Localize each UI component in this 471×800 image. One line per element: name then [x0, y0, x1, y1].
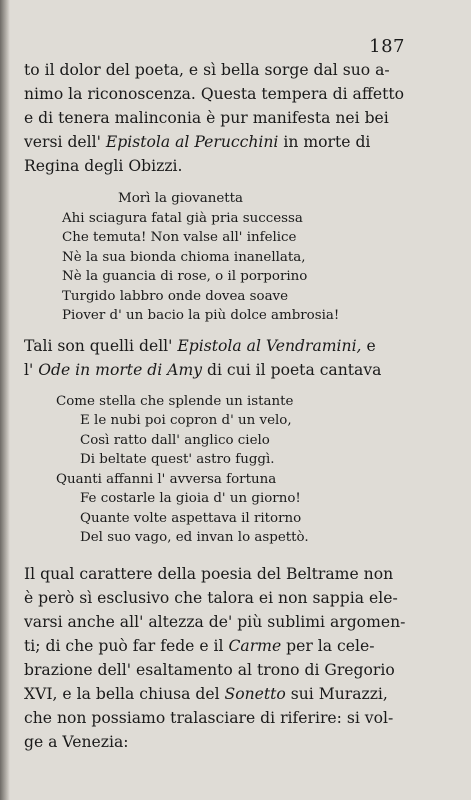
text-run: di cui il poeta cantava — [202, 360, 382, 379]
paragraph-2 — [24, 334, 392, 382]
verse-line: Nè la guancia di rose, o il porporino — [62, 269, 308, 284]
italic-title: Sonetto — [224, 684, 286, 703]
verse-line: Quanti affanni l' avversa fortuna — [56, 471, 277, 487]
verse-line: Quante volte aspettava il ritorno — [80, 510, 302, 526]
text-line: brazione dell' esaltamento al trono di Gregorio — [24, 660, 395, 679]
italic-title: Ode in morte di Amy — [38, 360, 203, 379]
paragraph-3 — [24, 562, 406, 754]
italic-title: Epistola al Perucchini — [105, 133, 279, 151]
text-run: e — [361, 336, 376, 355]
paragraph-1 — [24, 58, 405, 178]
text-run: in morte di — [278, 133, 371, 151]
text-line: è però sì esclusivo che talora ei non sappia ele- — [24, 588, 398, 607]
verse-line: E le nubi poi copron d' un velo, — [80, 413, 292, 428]
verse-line: Turgido labbro onde dovea soave — [62, 288, 289, 304]
text-run: ti; di che può far fede e il — [24, 636, 229, 655]
verse-line: Morì la giovanetta — [118, 191, 243, 206]
text-run: l' — [24, 360, 39, 379]
verse-line: Così ratto dall' anglico cielo — [80, 432, 270, 448]
verse-line: Nè la sua bionda chioma inanellata, — [62, 249, 306, 265]
text-line — [24, 334, 392, 358]
page-text — [24, 58, 406, 754]
verse-line: Come stella che splende un istante — [56, 393, 294, 409]
text-run: per la cele- — [281, 636, 375, 655]
text-line: Il qual carattere della poesia del Beltrame non — [24, 564, 394, 583]
text-line: e di tenera malinconia è pur manifesta nei bei — [24, 109, 389, 127]
page-number: 187 — [369, 36, 405, 57]
text-line — [24, 130, 392, 154]
verse-line: Del suo vago, ed invan lo aspettò. — [80, 530, 309, 545]
text-line: nimo la riconoscenza. Questa tempera di affetto — [24, 85, 405, 103]
verse-line: Di beltate quest' astro fuggì. — [80, 452, 275, 467]
text-line: varsi anche all' altezza de' più sublimi argomen- — [24, 612, 406, 631]
italic-title: Epistola al Vendramini, — [177, 336, 362, 355]
italic-title: Carme — [228, 636, 282, 655]
verse-line: Fe costarle la gioia d' un giorno! — [80, 491, 301, 506]
text-line — [24, 358, 392, 382]
text-line: to il dolor del poeta, e sì bella sorge dal suo a- — [24, 61, 390, 79]
verse-quote-1 — [24, 189, 392, 326]
text-run: Tali son quelli dell' — [24, 336, 178, 355]
verse-line: Ahi sciagura fatal già pria successa — [62, 210, 303, 226]
text-line: che non possiamo tralasciare di riferire: si vol- — [24, 708, 394, 727]
text-line: Regina degli Obizzi. — [24, 157, 183, 175]
binding-gutter — [0, 0, 10, 800]
text-line — [24, 634, 392, 658]
text-run: XVI, e la bella chiusa del — [24, 684, 225, 703]
text-run: versi dell' — [24, 133, 106, 151]
text-line: ge a Venezia: — [24, 732, 129, 751]
verse-line: Che temuta! Non valse all' infelice — [62, 230, 297, 245]
verse-quote-2 — [24, 392, 392, 548]
verse-line: Piover d' un bacio la più dolce ambrosia! — [62, 308, 340, 323]
text-run: sui Murazzi, — [285, 684, 388, 703]
text-line — [24, 682, 392, 706]
